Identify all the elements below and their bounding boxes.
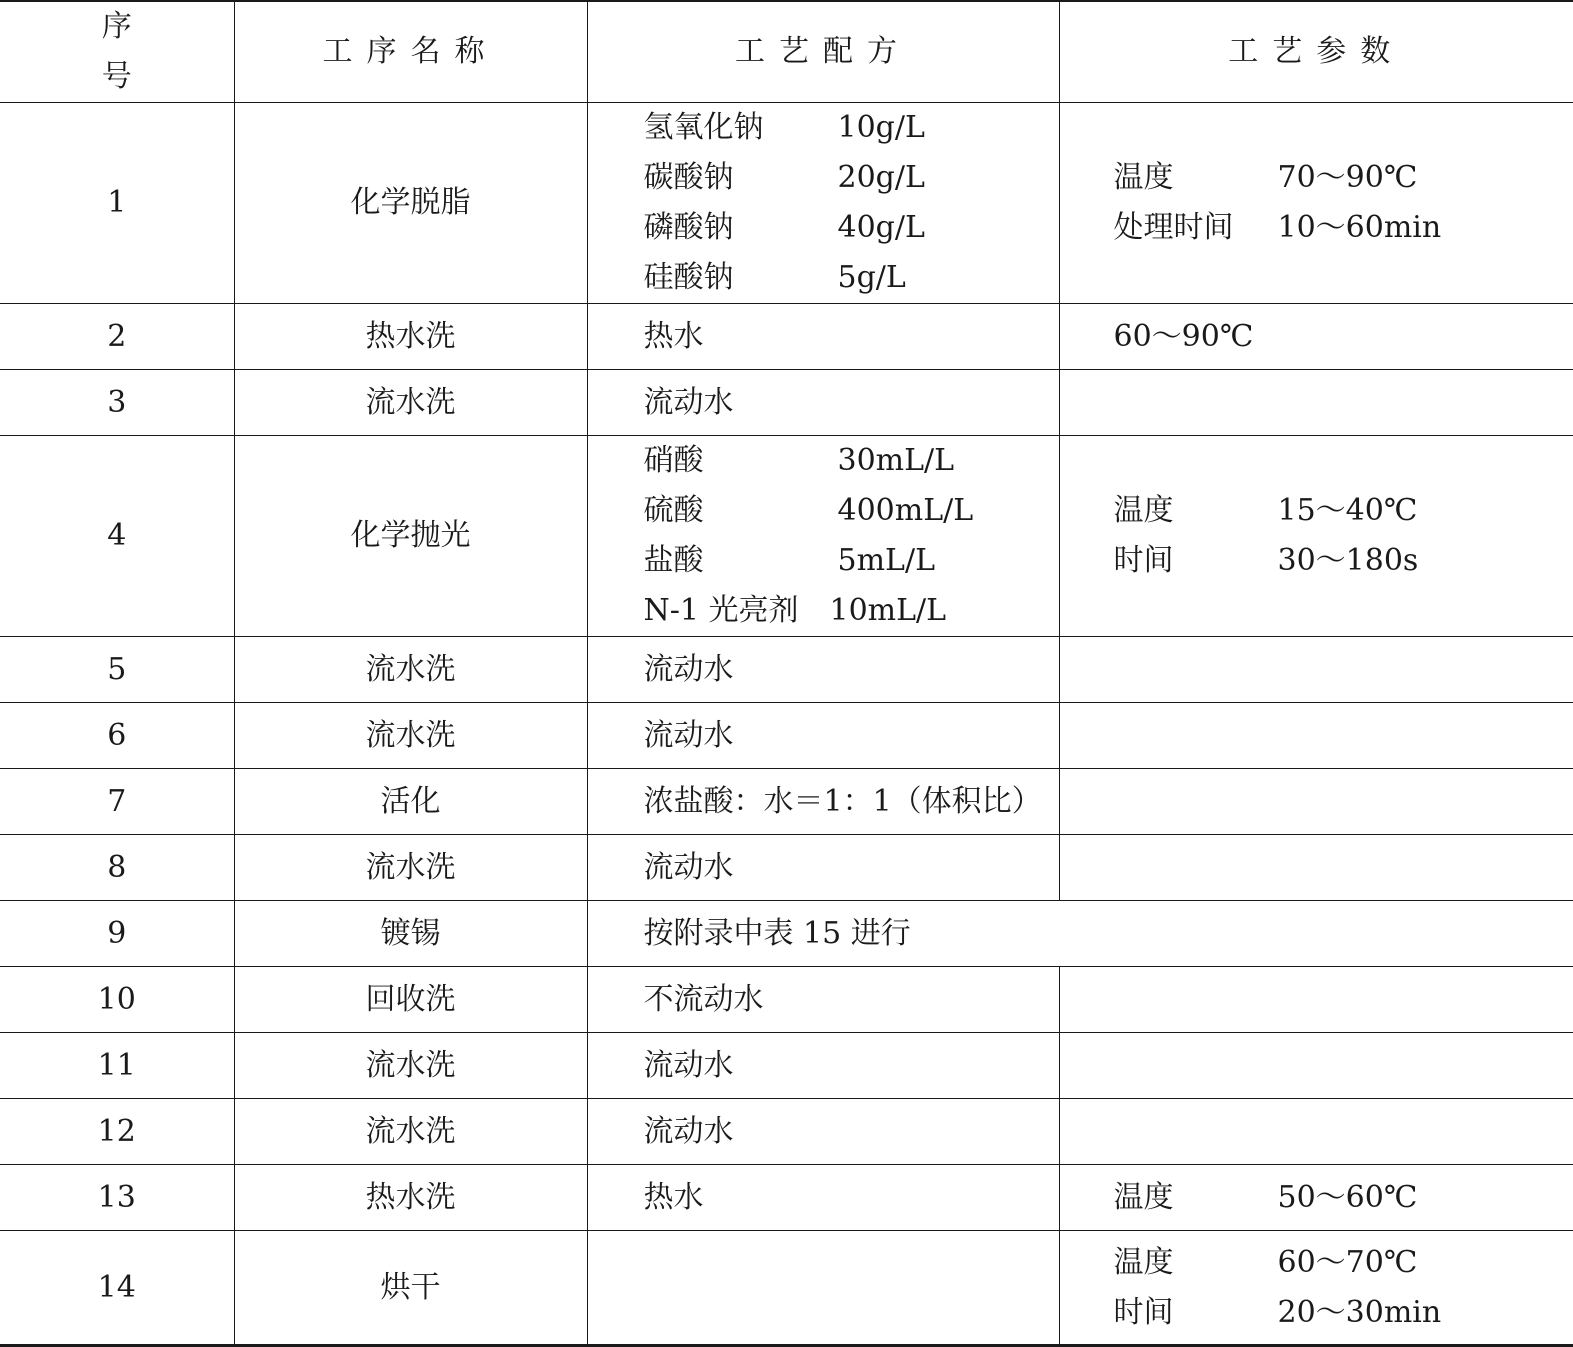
step-number: 5	[0, 637, 234, 703]
params-cell	[1059, 967, 1573, 1033]
param-item	[1114, 1238, 1573, 1288]
param-item	[1114, 536, 1573, 586]
params-cell	[1059, 370, 1573, 436]
param-item	[1114, 486, 1573, 536]
header-row	[0, 1, 1573, 103]
table-row	[0, 703, 1573, 769]
table-row	[0, 1231, 1573, 1346]
param-name: 温度	[1114, 486, 1278, 536]
param-name: 处理时间	[1114, 203, 1278, 253]
step-name: 回收洗	[234, 967, 587, 1033]
formula-cell	[587, 1231, 1059, 1346]
step-name: 流水洗	[234, 703, 587, 769]
table-row	[0, 103, 1573, 304]
params-cell	[1059, 835, 1573, 901]
formula-name: 氢氧化钠	[644, 103, 838, 153]
params-cell	[1059, 1231, 1573, 1346]
param-value: 20～30min	[1278, 1288, 1442, 1338]
header-formula: 工艺配方	[587, 1, 1059, 103]
step-number: 1	[0, 103, 234, 304]
formula-value: 40g/L	[838, 203, 925, 253]
formula-cell: 按附录中表 15 进行	[587, 901, 1573, 967]
formula-item	[644, 203, 1059, 253]
params-cell	[1059, 1033, 1573, 1099]
formula-cell	[587, 436, 1059, 637]
formula-value: 10mL/L	[830, 586, 947, 636]
formula-cell: 流动水	[587, 637, 1059, 703]
param-name: 时间	[1114, 1288, 1278, 1338]
formula-cell: 不流动水	[587, 967, 1059, 1033]
params-cell	[1059, 436, 1573, 637]
param-value: 10～60min	[1278, 203, 1442, 253]
formula-value: 10g/L	[838, 103, 925, 153]
formula-value: 20g/L	[838, 153, 925, 203]
formula-cell: 热水	[587, 304, 1059, 370]
header-params: 工艺参数	[1059, 1, 1573, 103]
step-number: 4	[0, 436, 234, 637]
step-name: 化学抛光	[234, 436, 587, 637]
step-number: 13	[0, 1165, 234, 1231]
step-number: 10	[0, 967, 234, 1033]
formula-name: N-1 光亮剂	[644, 586, 830, 636]
param-value: 60～70℃	[1278, 1238, 1418, 1288]
step-number: 8	[0, 835, 234, 901]
formula-item	[644, 536, 1059, 586]
formula-cell: 热水	[587, 1165, 1059, 1231]
param-value: 30～180s	[1278, 536, 1419, 586]
step-name: 流水洗	[234, 835, 587, 901]
step-number: 7	[0, 769, 234, 835]
formula-cell	[587, 103, 1059, 304]
step-number: 9	[0, 901, 234, 967]
param-name: 温度	[1114, 153, 1278, 203]
params-cell	[1059, 1165, 1573, 1231]
formula-cell: 流动水	[587, 1099, 1059, 1165]
step-name: 活化	[234, 769, 587, 835]
step-name: 流水洗	[234, 1033, 587, 1099]
formula-name: 盐酸	[644, 536, 838, 586]
formula-item	[644, 253, 1059, 303]
params-cell	[1059, 769, 1573, 835]
param-name: 时间	[1114, 536, 1278, 586]
param-value: 15～40℃	[1278, 486, 1418, 536]
formula-value: 400mL/L	[838, 486, 974, 536]
step-name: 烘干	[234, 1231, 587, 1346]
step-number: 3	[0, 370, 234, 436]
formula-item	[644, 486, 1059, 536]
step-name: 热水洗	[234, 1165, 587, 1231]
table-row	[0, 1099, 1573, 1165]
step-name: 镀锡	[234, 901, 587, 967]
params-cell	[1059, 304, 1573, 370]
step-name: 化学脱脂	[234, 103, 587, 304]
formula-value: 30mL/L	[838, 436, 955, 486]
formula-name: 硝酸	[644, 436, 838, 486]
formula-item	[644, 586, 1059, 636]
formula-item	[644, 153, 1059, 203]
formula-value: 5g/L	[838, 253, 906, 303]
table-row	[0, 1165, 1573, 1231]
step-name: 流水洗	[234, 370, 587, 436]
param-item	[1114, 1173, 1573, 1223]
formula-cell: 流动水	[587, 835, 1059, 901]
formula-name: 硫酸	[644, 486, 838, 536]
formula-name: 磷酸钠	[644, 203, 838, 253]
formula-value: 5mL/L	[838, 536, 936, 586]
step-number: 11	[0, 1033, 234, 1099]
step-number: 14	[0, 1231, 234, 1346]
formula-cell: 浓盐酸：水＝1：1（体积比）	[587, 769, 1059, 835]
params-cell	[1059, 103, 1573, 304]
step-number: 12	[0, 1099, 234, 1165]
params-cell	[1059, 637, 1573, 703]
table-row	[0, 370, 1573, 436]
param-value: 70～90℃	[1278, 153, 1418, 203]
formula-item	[644, 103, 1059, 153]
params-cell	[1059, 703, 1573, 769]
header-seq: 序号	[0, 1, 234, 103]
formula-cell: 流动水	[587, 370, 1059, 436]
step-number: 2	[0, 304, 234, 370]
table-row	[0, 1033, 1573, 1099]
table-row	[0, 769, 1573, 835]
table-row	[0, 436, 1573, 637]
param-name: 温度	[1114, 1238, 1278, 1288]
step-name: 流水洗	[234, 1099, 587, 1165]
table-row	[0, 901, 1573, 967]
params-cell	[1059, 1099, 1573, 1165]
formula-cell: 流动水	[587, 1033, 1059, 1099]
table-row	[0, 637, 1573, 703]
param-value: 50～60℃	[1278, 1173, 1418, 1223]
param-item	[1114, 153, 1573, 203]
formula-name: 硅酸钠	[644, 253, 838, 303]
table-row	[0, 304, 1573, 370]
table-row	[0, 967, 1573, 1033]
formula-name: 碳酸钠	[644, 153, 838, 203]
formula-item	[644, 436, 1059, 486]
step-name: 热水洗	[234, 304, 587, 370]
formula-cell: 流动水	[587, 703, 1059, 769]
step-number: 6	[0, 703, 234, 769]
table-row	[0, 835, 1573, 901]
param-value: 60～90℃	[1114, 319, 1254, 354]
param-item	[1114, 203, 1573, 253]
param-name: 温度	[1114, 1173, 1278, 1223]
step-name: 流水洗	[234, 637, 587, 703]
header-step-name: 工序名称	[234, 1, 587, 103]
